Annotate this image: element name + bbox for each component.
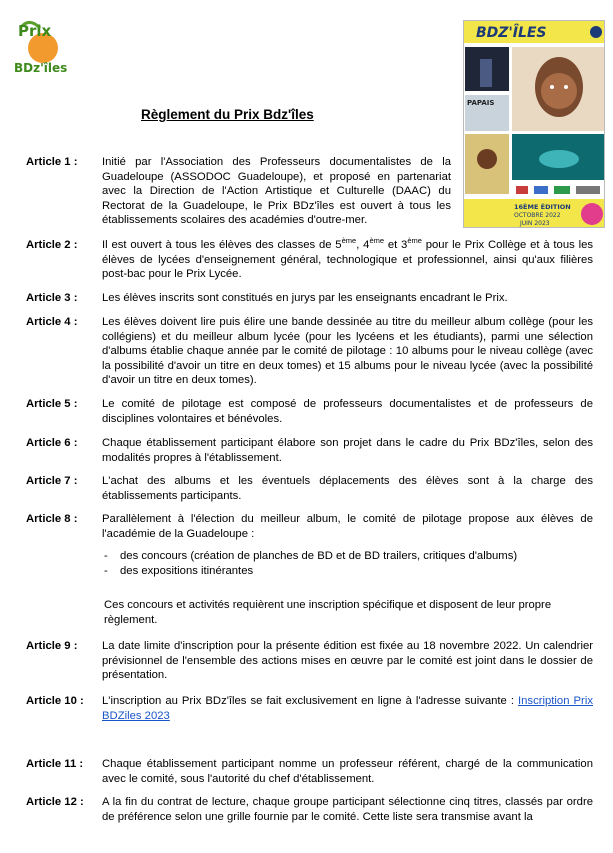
edition-poster <box>463 20 605 228</box>
article-label: Article 7 : <box>26 475 78 487</box>
list-item: - des concours (création de planches de BD et de BD trailers, critiques d'albums) <box>102 549 593 564</box>
article-text: Les élèves inscrits sont constitués en jurys par les enseignants encadrant le Prix. <box>102 292 508 304</box>
article-text: Il est ouvert à tous les élèves des classes de 5ème, 4ème et 3ème pour le Prix Collège et à tous les élèves de lycées d'enseignement général, technologique et professionnel, ainsi qu'aux filières post-bac pour le Prix Lycée. <box>102 236 594 281</box>
article-label: Article 5 : <box>26 398 78 410</box>
article-label: Article 3 : <box>26 292 78 304</box>
article-label: Article 1 : <box>26 156 78 168</box>
article-text: Chaque établissement participant élabore son projet dans le cadre du Prix BDz'îles, selon des modalités propres à l'établissement. <box>102 437 593 464</box>
registration-link[interactable]: Inscription Prix BDZiles 2023 <box>102 695 593 722</box>
article-text: Chaque établissement participant nomme un professeur référent, chargé de la communication avec le comité, sous l'autorité du chef d'établissement. <box>102 758 593 785</box>
article-8-note: Ces concours et activités requièrent une inscription spécifique et disposent de leur propre règlement. <box>104 599 552 626</box>
poster-title: BDZ'ÎLES <box>476 25 547 41</box>
article-label: Article 11 : <box>26 758 84 770</box>
article-label: Article 9 : <box>26 640 78 652</box>
prix-bdziles-logo <box>12 14 74 80</box>
article-text: Initié par l'Association des Professeurs documentalistes de la Guadeloupe (ASSODOC Guadeloupe), et proposé en partenariat avec la Direction de l'Action Artistique et Culturelle (DAAC) du Rectorat de la Guadeloupe, le Prix BDz'îles est ouvert à tous les établissements scolaires des académies d'outre-mer. <box>102 156 451 227</box>
article-text: L'achat des albums et les éventuels déplacements des élèves sont à la charge des établissements participants. <box>102 475 593 502</box>
article-label: Article 8 : <box>26 513 78 525</box>
article-text: Le comité de pilotage est composé de professeurs documentalistes et de professeurs de disciplines volontaires et bénévoles. <box>102 398 593 425</box>
poster-edition-start: OCTOBRE 2022 <box>514 212 561 219</box>
article-label: Article 10 : <box>26 695 84 707</box>
article-label: Article 12 : <box>26 796 84 808</box>
article-text: L'inscription au Prix BDz'îles se fait exclusivement en ligne à l'adresse suivante : Inscription Prix BDZiles 2023 <box>102 695 593 722</box>
list-item: - des expositions itinérantes <box>102 564 593 579</box>
article-label: Article 6 : <box>26 437 78 449</box>
article-text: La date limite d'inscription pour la présente édition est fixée au 18 novembre 2022. Un calendrier prévisionnel de l'ensemble des actions mises en œuvre par le comité est joint dans le dossier de présentation. <box>102 640 593 682</box>
logo-word-bdziles: BDz'îles <box>14 61 68 75</box>
article-text: Les élèves doivent lire puis élire une bande dessinée au titre du meilleur album collège (pour les collégiens) et du meilleur album lycée (pour les lycéens et les étudiants), parmi une sélection d'albums établie chaque année par le comité de pilotage : 10 albums pour le niveau collège (avec la possibilité d'avoir un titre en deux tomes) et 15 albums pour le niveau lycée (avec la possibilité d'avoir un titre en deux tomes). <box>102 316 593 387</box>
logo-word-prix: Prix <box>18 22 52 40</box>
poster-edition: 16ÈME ÉDITION <box>514 203 571 211</box>
article-text: A la fin du contrat de lecture, chaque groupe participant sélectionne cinq titres, classés par ordre de préférence selon une grille fournie par le comité. Cette liste sera transmise avant la <box>102 796 593 823</box>
article-label: Article 4 : <box>26 316 78 328</box>
article-text <box>102 512 593 628</box>
poster-panel-caption: PAPAIS <box>467 99 495 107</box>
article-8-intro: Parallèlement à l'élection du meilleur album, le comité de pilotage propose aux élèves de l'académie de la Guadeloupe : <box>102 513 593 540</box>
page-title: Règlement du Prix Bdz'îles <box>141 107 314 122</box>
article-8-list <box>102 549 593 578</box>
article-label: Article 2 : <box>26 239 78 251</box>
poster-edition-end: JUIN 2023 <box>520 220 550 227</box>
